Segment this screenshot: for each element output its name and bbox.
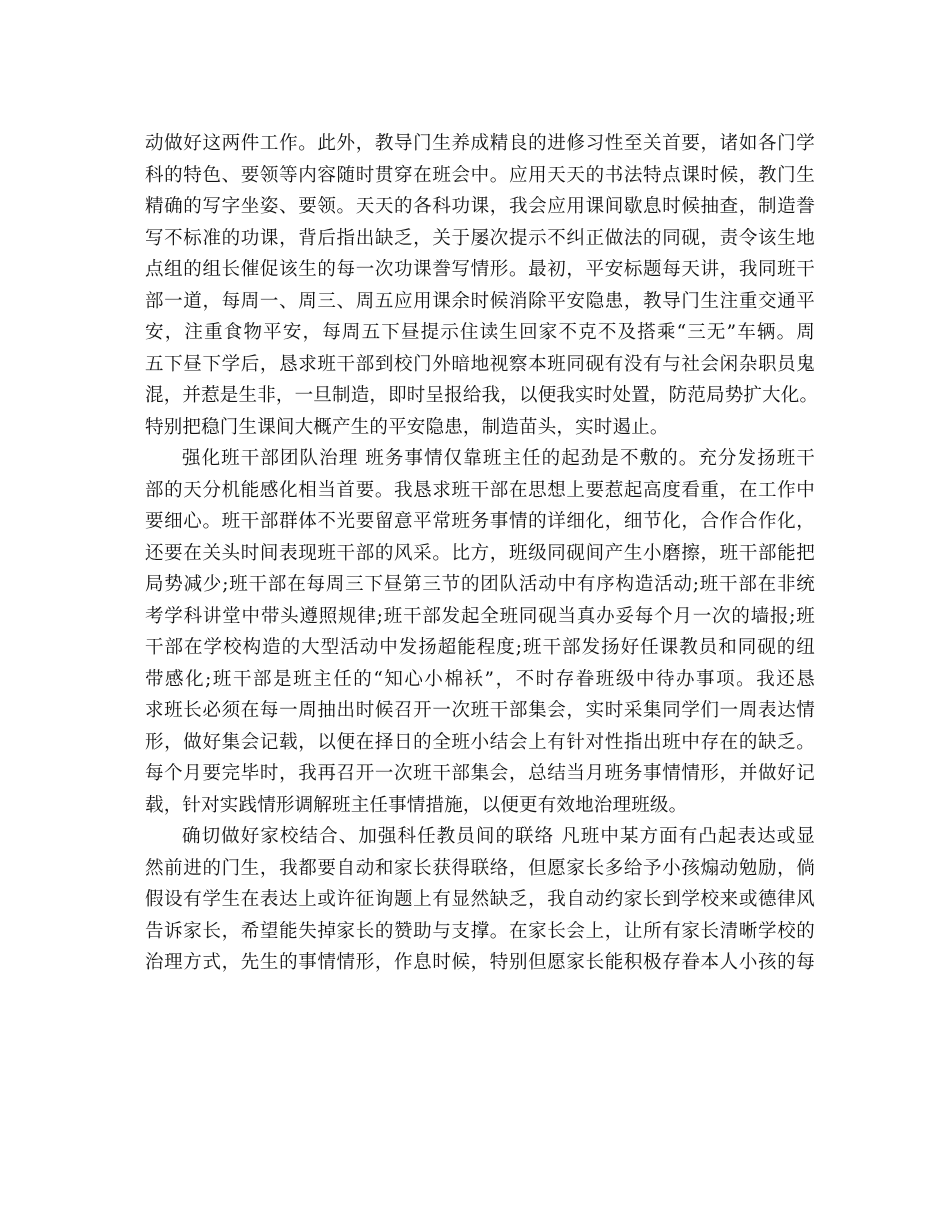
text-line: 科的特色、要领等内容随时贯穿在班会中。应用天天的书法特点课时候，教门生	[145, 164, 815, 186]
body-text	[145, 128, 819, 979]
text-line: 部的天分机能感化相当首要。我恳求班干部在思想上要惹起高度看重，在工作中	[145, 479, 815, 501]
text-line: 假设有学生在表达上或许征询题上有显然缺乏，我自动约家长到学校来或德律风	[145, 889, 815, 910]
text-line: 治理方式，先生的事情情形，作息时候，特别但愿家长能积极存眷本人小孩的每	[145, 952, 815, 973]
paragraph-2	[145, 443, 815, 821]
text-line: 五下昼下学后，恳求班干部到校门外暗地视察本班同砚有没有与社会闲杂职员鬼	[145, 353, 815, 375]
text-line: 告诉家长，希望能失掉家长的赞助与支撑。在家长会上，让所有家长清晰学校的	[145, 920, 815, 942]
text-line: 还要在关头时间表现班干部的风采。比方，班级同砚间产生小磨擦，班干部能把	[145, 542, 815, 564]
paragraph-1	[145, 128, 819, 443]
text-line: 形，做好集会记载，以便在择日的全班小结会上有针对性指出班中存在的缺乏。	[145, 731, 815, 753]
text-line: 然前进的门生，我都要自动和家长获得联络，但愿家长多给予小孩煽动勉励，倘	[145, 857, 815, 879]
text-line: 特别把稳门生课间大概产生的平安隐患，制造苗头，实时遏止。	[145, 416, 669, 438]
text-line: 求班长必须在每一周抽出时候召开一次班干部集会，实时采集同学们一周表达情	[145, 700, 815, 721]
paragraph-3	[145, 821, 815, 979]
text-line: 考学科讲堂中带头遵照规律;班干部发起全班同砚当真办妥每个月一次的墙报;班	[145, 605, 815, 627]
text-line: 干部在学校构造的大型活动中发扬超能程度;班干部发扬好任课教员和同砚的纽	[145, 637, 815, 658]
text-line: 载，针对实践情形调解班主任事情措施，以便更有效地治理班级。	[145, 794, 688, 816]
text-line: 写不标准的功课，背后指出缺乏，关于屡次提示不纠正做法的同砚，责令该生地	[145, 227, 815, 249]
text-line: 动做好这两件工作。此外，教导门生养成精良的进修习性至关首要，诸如各门学	[145, 133, 815, 154]
text-line: 局势减少;班干部在每周三下昼第三节的团队活动中有序构造活动;班干部在非统	[145, 574, 815, 595]
text-line: 点组的组长催促该生的每一次功课誊写情形。最初，平安标题每天讲，我同班干	[145, 259, 815, 280]
text-line: 要细心。班干部群体不光要留意平常班务事情的详细化，细节化，合作合作化，	[145, 511, 815, 532]
text-line: 每个月要完毕时，我再召开一次班干部集会，总结当月班务事情情形，并做好记	[145, 763, 815, 784]
text-line: 精确的写字坐姿、要领。天天的各科功课，我会应用课间歇息时候抽查，制造誊	[145, 196, 815, 217]
text-line: 安，注重食物平安，每周五下昼提示住读生回家不克不及搭乘“三无”车辆。周	[145, 322, 815, 343]
text-line: 部一道，每周一、周三、周五应用课余时候消除平安隐患，教导门生注重交通平	[145, 290, 815, 312]
text-line: 带感化;班干部是班主任的“知心小棉袄”，不时存眷班级中待办事项。我还恳	[145, 668, 815, 690]
text-line: 确切做好家校结合、加强科任教员间的联络 凡班中某方面有凸起表达或显	[182, 826, 815, 847]
text-line: 混，并惹是生非，一旦制造，即时呈报给我，以便我实时处置，防范局势扩大化。	[145, 385, 819, 406]
text-line: 强化班干部团队治理 班务事情仅靠班主任的起劲是不敷的。充分发扬班干	[182, 448, 815, 469]
